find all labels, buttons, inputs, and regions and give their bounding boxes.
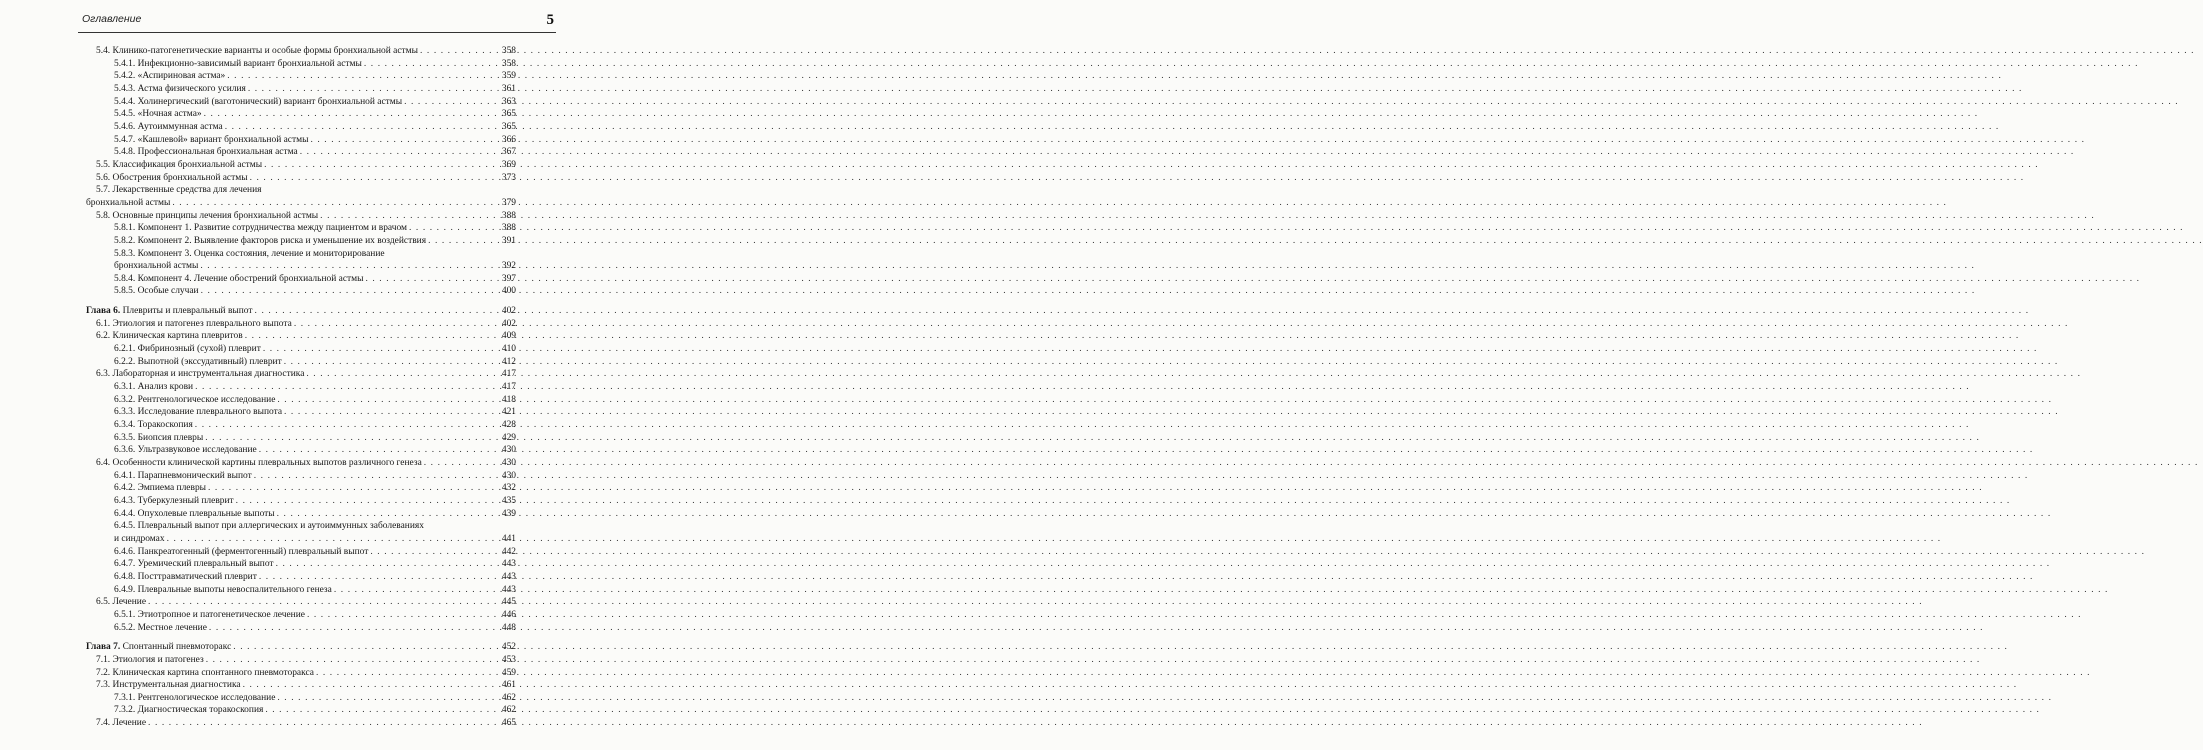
toc-entry[interactable] <box>86 222 516 235</box>
dot-leader <box>334 584 492 597</box>
toc-entry-title: 5.7. Лекарственные средства для лечения <box>96 185 262 196</box>
toc-entry-title: 6.4.9. Плевральные выпоты невоспалительного генеза <box>114 584 332 595</box>
chapter-label: Глава 7. <box>86 642 121 653</box>
toc-entry-title: 5.8. Основные принципы лечения бронхиальной астмы <box>96 210 319 221</box>
dot-leader <box>306 368 492 381</box>
toc-page-number: 429 <box>501 432 516 443</box>
toc-entry-title: 7.3.2. Диагностическая торакоскопия <box>114 705 264 716</box>
toc-page-number: 359 <box>501 71 516 82</box>
toc-entry-title: 5.4.4. Холинергический (ваготонический) вариант бронхиальной астмы <box>114 96 403 107</box>
toc-entry[interactable] <box>86 235 516 248</box>
toc-page-number: 397 <box>501 273 516 284</box>
toc-entry-title: 6.4.1. Парапневмонический выпот <box>114 470 252 481</box>
toc-entry-title: 7.3. Инструментальная диагностика <box>96 680 241 691</box>
toc-page-number: 430 <box>501 458 516 468</box>
toc-entry[interactable] <box>86 419 516 432</box>
toc-page-number: 461 <box>501 680 516 691</box>
toc-page-number: 443 <box>501 571 516 582</box>
toc-entry-title: 6.2.2. Выпотной (экссудативный) плеврит <box>114 356 282 367</box>
toc-entry-title: 6.5. Лечение <box>96 597 147 608</box>
toc-page-number: 439 <box>501 508 516 519</box>
dot-leader <box>255 305 492 318</box>
toc-entry[interactable] <box>86 121 516 134</box>
dot-leader <box>201 285 492 298</box>
toc-entry[interactable] <box>86 495 516 508</box>
dot-leader <box>404 96 492 109</box>
toc-page-number: 361 <box>501 83 516 94</box>
dot-leader <box>277 692 492 705</box>
dot-leader <box>227 70 492 83</box>
toc-page-number: 443 <box>501 584 516 595</box>
toc-entry[interactable] <box>86 533 516 546</box>
toc-entry[interactable] <box>86 432 516 445</box>
toc-entry-title: и синдромах <box>114 533 165 544</box>
section-gap <box>86 298 516 305</box>
dot-leader <box>420 45 492 58</box>
dot-leader <box>195 419 492 432</box>
toc-page-number: 392 <box>501 261 516 272</box>
toc-entry-title: 6.2. Клиническая картина плевритов <box>96 331 243 342</box>
dot-leader <box>259 444 492 457</box>
toc-page-number: 367 <box>501 147 516 158</box>
toc-page-number: 402 <box>501 306 516 317</box>
running-title: Оглавление <box>82 13 142 25</box>
toc-page-number: 409 <box>501 331 516 342</box>
chapter-label: Глава 6. <box>86 306 121 317</box>
toc-entry[interactable] <box>86 330 516 343</box>
dot-leader <box>424 457 492 470</box>
toc-entry[interactable] <box>86 381 516 394</box>
dot-leader <box>245 330 492 343</box>
toc-entry[interactable] <box>86 70 516 83</box>
dot-leader <box>307 609 492 622</box>
toc-entry-title: 6.3.1. Анализ крови <box>114 382 194 393</box>
toc-entry-title: 5.4.1. Инфекционно-зависимый вариант бронхиальной астмы <box>114 58 362 69</box>
toc-entry[interactable] <box>86 508 516 521</box>
toc-entry[interactable] <box>86 285 516 298</box>
dot-leader <box>300 146 492 159</box>
toc-entry-title: 5.6. Обострения бронхиальной астмы <box>96 172 248 183</box>
toc-entry-title: 7.2. Клиническая картина спонтанного пневмоторакса <box>96 667 314 678</box>
dot-leader <box>254 470 492 483</box>
toc-page-number: 417 <box>501 369 516 380</box>
toc-entry-title: 7.3.1. Рентгенологическое исследование <box>114 692 276 703</box>
toc-entry-title: 6.3.4. Торакоскопия <box>114 420 193 431</box>
toc-entry[interactable] <box>86 704 516 717</box>
toc-entry-title: 5.4.8. Профессиональная бронхиальная астма <box>114 147 298 158</box>
header-rule <box>78 32 556 33</box>
table-of-contents <box>86 45 516 730</box>
toc-entry-title: 6.4. Особенности клинической картины плевральных выпотов различного генеза <box>96 458 422 468</box>
toc-page-number: 417 <box>501 382 516 393</box>
toc-entry[interactable] <box>86 571 516 584</box>
dot-leader <box>316 667 492 680</box>
dot-leader <box>243 679 492 692</box>
toc-page-number: 441 <box>501 533 516 544</box>
toc-entry-title <box>86 641 231 654</box>
toc-entry-title: 6.1. Этиология и патогенез плеврального выпота <box>96 318 292 329</box>
toc-page-number: 452 <box>501 642 516 653</box>
toc-chapter-entry[interactable] <box>86 305 516 318</box>
dot-leader <box>204 108 492 121</box>
dot-leader <box>205 432 492 445</box>
toc-entry[interactable] <box>86 172 516 185</box>
dot-leader <box>263 343 492 356</box>
toc-page-number: 365 <box>501 121 516 132</box>
toc-entry[interactable] <box>86 654 516 667</box>
dot-leader <box>428 235 492 248</box>
toc-entry[interactable] <box>86 83 516 96</box>
toc-entry[interactable] <box>86 146 516 159</box>
toc-entry-title: 6.5.2. Местное лечение <box>114 622 207 633</box>
dot-leader <box>365 273 492 286</box>
toc-page-number: 421 <box>501 407 516 418</box>
toc-entry[interactable] <box>86 482 516 495</box>
toc-page-number: 400 <box>501 286 516 297</box>
toc-entry[interactable] <box>86 394 516 407</box>
toc-entry[interactable] <box>86 159 516 172</box>
toc-entry-title: 6.4.8. Посттравматический плеврит <box>114 571 257 582</box>
toc-entry[interactable] <box>86 584 516 597</box>
toc-entry[interactable] <box>86 273 516 286</box>
toc-page-number: 358 <box>501 46 516 56</box>
dot-leader <box>409 222 492 235</box>
dot-leader <box>250 172 492 185</box>
toc-entry[interactable] <box>86 210 516 223</box>
toc-page-number: 410 <box>501 344 516 355</box>
dot-leader <box>225 121 492 134</box>
toc-page-number: 402 <box>501 318 516 329</box>
toc-page-number: 388 <box>501 223 516 234</box>
toc-page-number: 465 <box>501 718 516 729</box>
dot-leader <box>195 381 492 394</box>
dot-leader <box>148 717 492 730</box>
toc-page-number: 446 <box>501 609 516 620</box>
toc-entry-title: 6.3. Лабораторная и инструментальная диагностика <box>96 369 305 380</box>
dot-leader <box>233 641 492 654</box>
toc-entry[interactable] <box>86 457 516 470</box>
toc-entry-title: 6.4.6. Панкреатогенный (ферментогенный) плевральный выпот <box>114 546 369 557</box>
toc-entry[interactable] <box>86 558 516 571</box>
dot-leader <box>364 58 492 71</box>
dot-leader <box>172 197 492 210</box>
dot-leader <box>284 406 492 419</box>
toc-page-number: 365 <box>501 109 516 120</box>
toc-entry-title: 5.4.2. «Аспириновая астма» <box>114 71 226 82</box>
toc-entry[interactable] <box>86 546 516 559</box>
toc-page-number: 443 <box>501 559 516 570</box>
toc-entry-title: 5.8.5. Особые случаи <box>114 286 199 297</box>
toc-entry[interactable] <box>86 717 516 730</box>
toc-page-number: 379 <box>501 197 516 208</box>
toc-entry-title: 5.8.2. Компонент 2. Выявление факторов риска и уменьшение их воздействия <box>114 235 427 246</box>
toc-page-number: 363 <box>501 96 516 107</box>
toc-page-number: 459 <box>501 667 516 678</box>
dot-leader <box>208 482 492 495</box>
toc-page-number: 432 <box>501 483 516 494</box>
dot-leader <box>276 558 492 571</box>
toc-page-number: 373 <box>501 172 516 183</box>
toc-page-number: 430 <box>501 470 516 481</box>
toc-entry[interactable] <box>86 184 516 197</box>
dot-leader <box>264 159 492 172</box>
toc-entry-title: 6.4.2. Эмпиема плевры <box>114 483 207 494</box>
toc-page-number: 369 <box>501 159 516 170</box>
toc-entry[interactable] <box>86 444 516 457</box>
toc-entry-title: 5.4. Клинико-патогенетические варианты и особые формы бронхиальной астмы <box>96 46 418 56</box>
toc-entry-title: 6.4.7. Уремический плевральный выпот <box>114 559 274 570</box>
toc-entry-title: 5.4.6. Аутоиммунная астма <box>114 121 223 132</box>
dot-leader <box>294 318 492 331</box>
toc-chapter-entry[interactable] <box>86 641 516 654</box>
toc-entry[interactable] <box>86 108 516 121</box>
toc-entry-title: 5.5. Классификация бронхиальной астмы <box>96 159 263 170</box>
dot-leader <box>209 622 492 635</box>
section-gap <box>86 634 516 641</box>
toc-entry[interactable] <box>86 596 516 609</box>
dot-leader <box>284 356 492 369</box>
toc-entry[interactable] <box>86 134 516 147</box>
toc-entry[interactable] <box>86 368 516 381</box>
toc-entry-title: 6.4.4. Опухолевые плевральные выпоты <box>114 508 275 519</box>
toc-entry-title: 6.3.5. Биопсия плевры <box>114 432 204 443</box>
toc-entry[interactable] <box>86 58 516 71</box>
toc-entry-title: 5.4.7. «Кашлевой» вариант бронхиальной астмы <box>114 134 309 145</box>
page-number: 5 <box>546 12 554 28</box>
toc-page-number: 366 <box>501 134 516 145</box>
dot-leader <box>265 704 492 717</box>
dot-leader <box>206 654 492 667</box>
toc-entry[interactable] <box>86 622 516 635</box>
dot-leader <box>310 134 492 147</box>
toc-entry[interactable] <box>86 260 516 273</box>
toc-entry-title: 6.4.5. Плевральный выпот при аллергических и аутоиммунных заболеваниях <box>114 521 424 532</box>
dot-leader <box>320 210 492 223</box>
toc-page-number: 412 <box>501 356 516 367</box>
toc-entry[interactable] <box>86 248 516 261</box>
toc-page-number: 430 <box>501 445 516 456</box>
toc-entry[interactable] <box>86 96 516 109</box>
toc-page-number: 435 <box>501 495 516 506</box>
toc-page-number: 388 <box>501 210 516 221</box>
dot-leader <box>148 596 492 609</box>
toc-page-number: 418 <box>501 394 516 405</box>
toc-entry[interactable] <box>86 520 516 533</box>
dot-leader <box>370 546 492 559</box>
toc-entry-title: 6.3.3. Исследование плеврального выпота <box>114 407 283 418</box>
dot-leader <box>248 83 492 96</box>
toc-entry-title: бронхиальной астмы <box>114 261 199 272</box>
chapter-title: Спонтанный пневмоторакс <box>120 642 232 653</box>
toc-entry-title: 5.8.4. Компонент 4. Лечение обострений бронхиальной астмы <box>114 273 364 284</box>
toc-entry-title: 7.4. Лечение <box>96 718 147 729</box>
toc-entry-title: 6.4.3. Туберкулезный плеврит <box>114 495 234 506</box>
dot-leader <box>167 533 492 546</box>
toc-page-number: 358 <box>501 58 516 69</box>
toc-page-number: 462 <box>501 705 516 716</box>
toc-page-number: 391 <box>501 235 516 246</box>
toc-page-number: 428 <box>501 420 516 431</box>
toc-entry-title: 6.3.6. Ультразвуковое исследование <box>114 445 257 456</box>
toc-page-number: 445 <box>501 597 516 608</box>
toc-entry[interactable] <box>86 343 516 356</box>
toc-entry[interactable] <box>86 470 516 483</box>
toc-entry[interactable] <box>86 679 516 692</box>
toc-entry[interactable] <box>86 318 516 331</box>
toc-entry-title: 5.4.5. «Ночная астма» <box>114 109 202 120</box>
toc-entry-title: бронхиальной астмы <box>86 197 171 208</box>
dot-leader <box>200 260 492 273</box>
dot-leader <box>277 394 492 407</box>
toc-page-number: 462 <box>501 692 516 703</box>
page-header <box>78 8 556 32</box>
toc-entry-title: 6.3.2. Рентгенологическое исследование <box>114 394 276 405</box>
dot-leader <box>259 571 492 584</box>
toc-entry-title: 6.5.1. Этиотропное и патогенетическое лечение <box>114 609 305 620</box>
dot-leader <box>236 495 492 508</box>
toc-entry-title: 6.2.1. Фибринозный (сухой) плеврит <box>114 344 261 355</box>
toc-entry[interactable] <box>86 197 516 210</box>
toc-entry-title: 5.4.3. Астма физического усилия <box>114 83 246 94</box>
toc-entry[interactable] <box>86 667 516 680</box>
toc-entry-title: 5.8.3. Компонент 3. Оценка состояния, лечение и мониторирование <box>114 248 385 259</box>
toc-page-number: 442 <box>501 546 516 557</box>
toc-page-number: 448 <box>501 622 516 633</box>
chapter-title: Плевриты и плевральный выпот <box>120 306 253 317</box>
toc-entry-title <box>86 305 253 318</box>
toc-entry-title: 7.1. Этиология и патогенез <box>96 654 204 665</box>
toc-page-number: 453 <box>501 654 516 665</box>
toc-entry-title: 5.8.1. Компонент 1. Развитие сотрудничества между пациентом и врачом <box>114 223 407 234</box>
toc-entry[interactable] <box>86 609 516 622</box>
dot-leader <box>277 508 492 521</box>
toc-entry[interactable] <box>86 45 516 58</box>
toc-entry[interactable] <box>86 356 516 369</box>
toc-entry[interactable] <box>86 406 516 419</box>
toc-entry[interactable] <box>86 692 516 705</box>
